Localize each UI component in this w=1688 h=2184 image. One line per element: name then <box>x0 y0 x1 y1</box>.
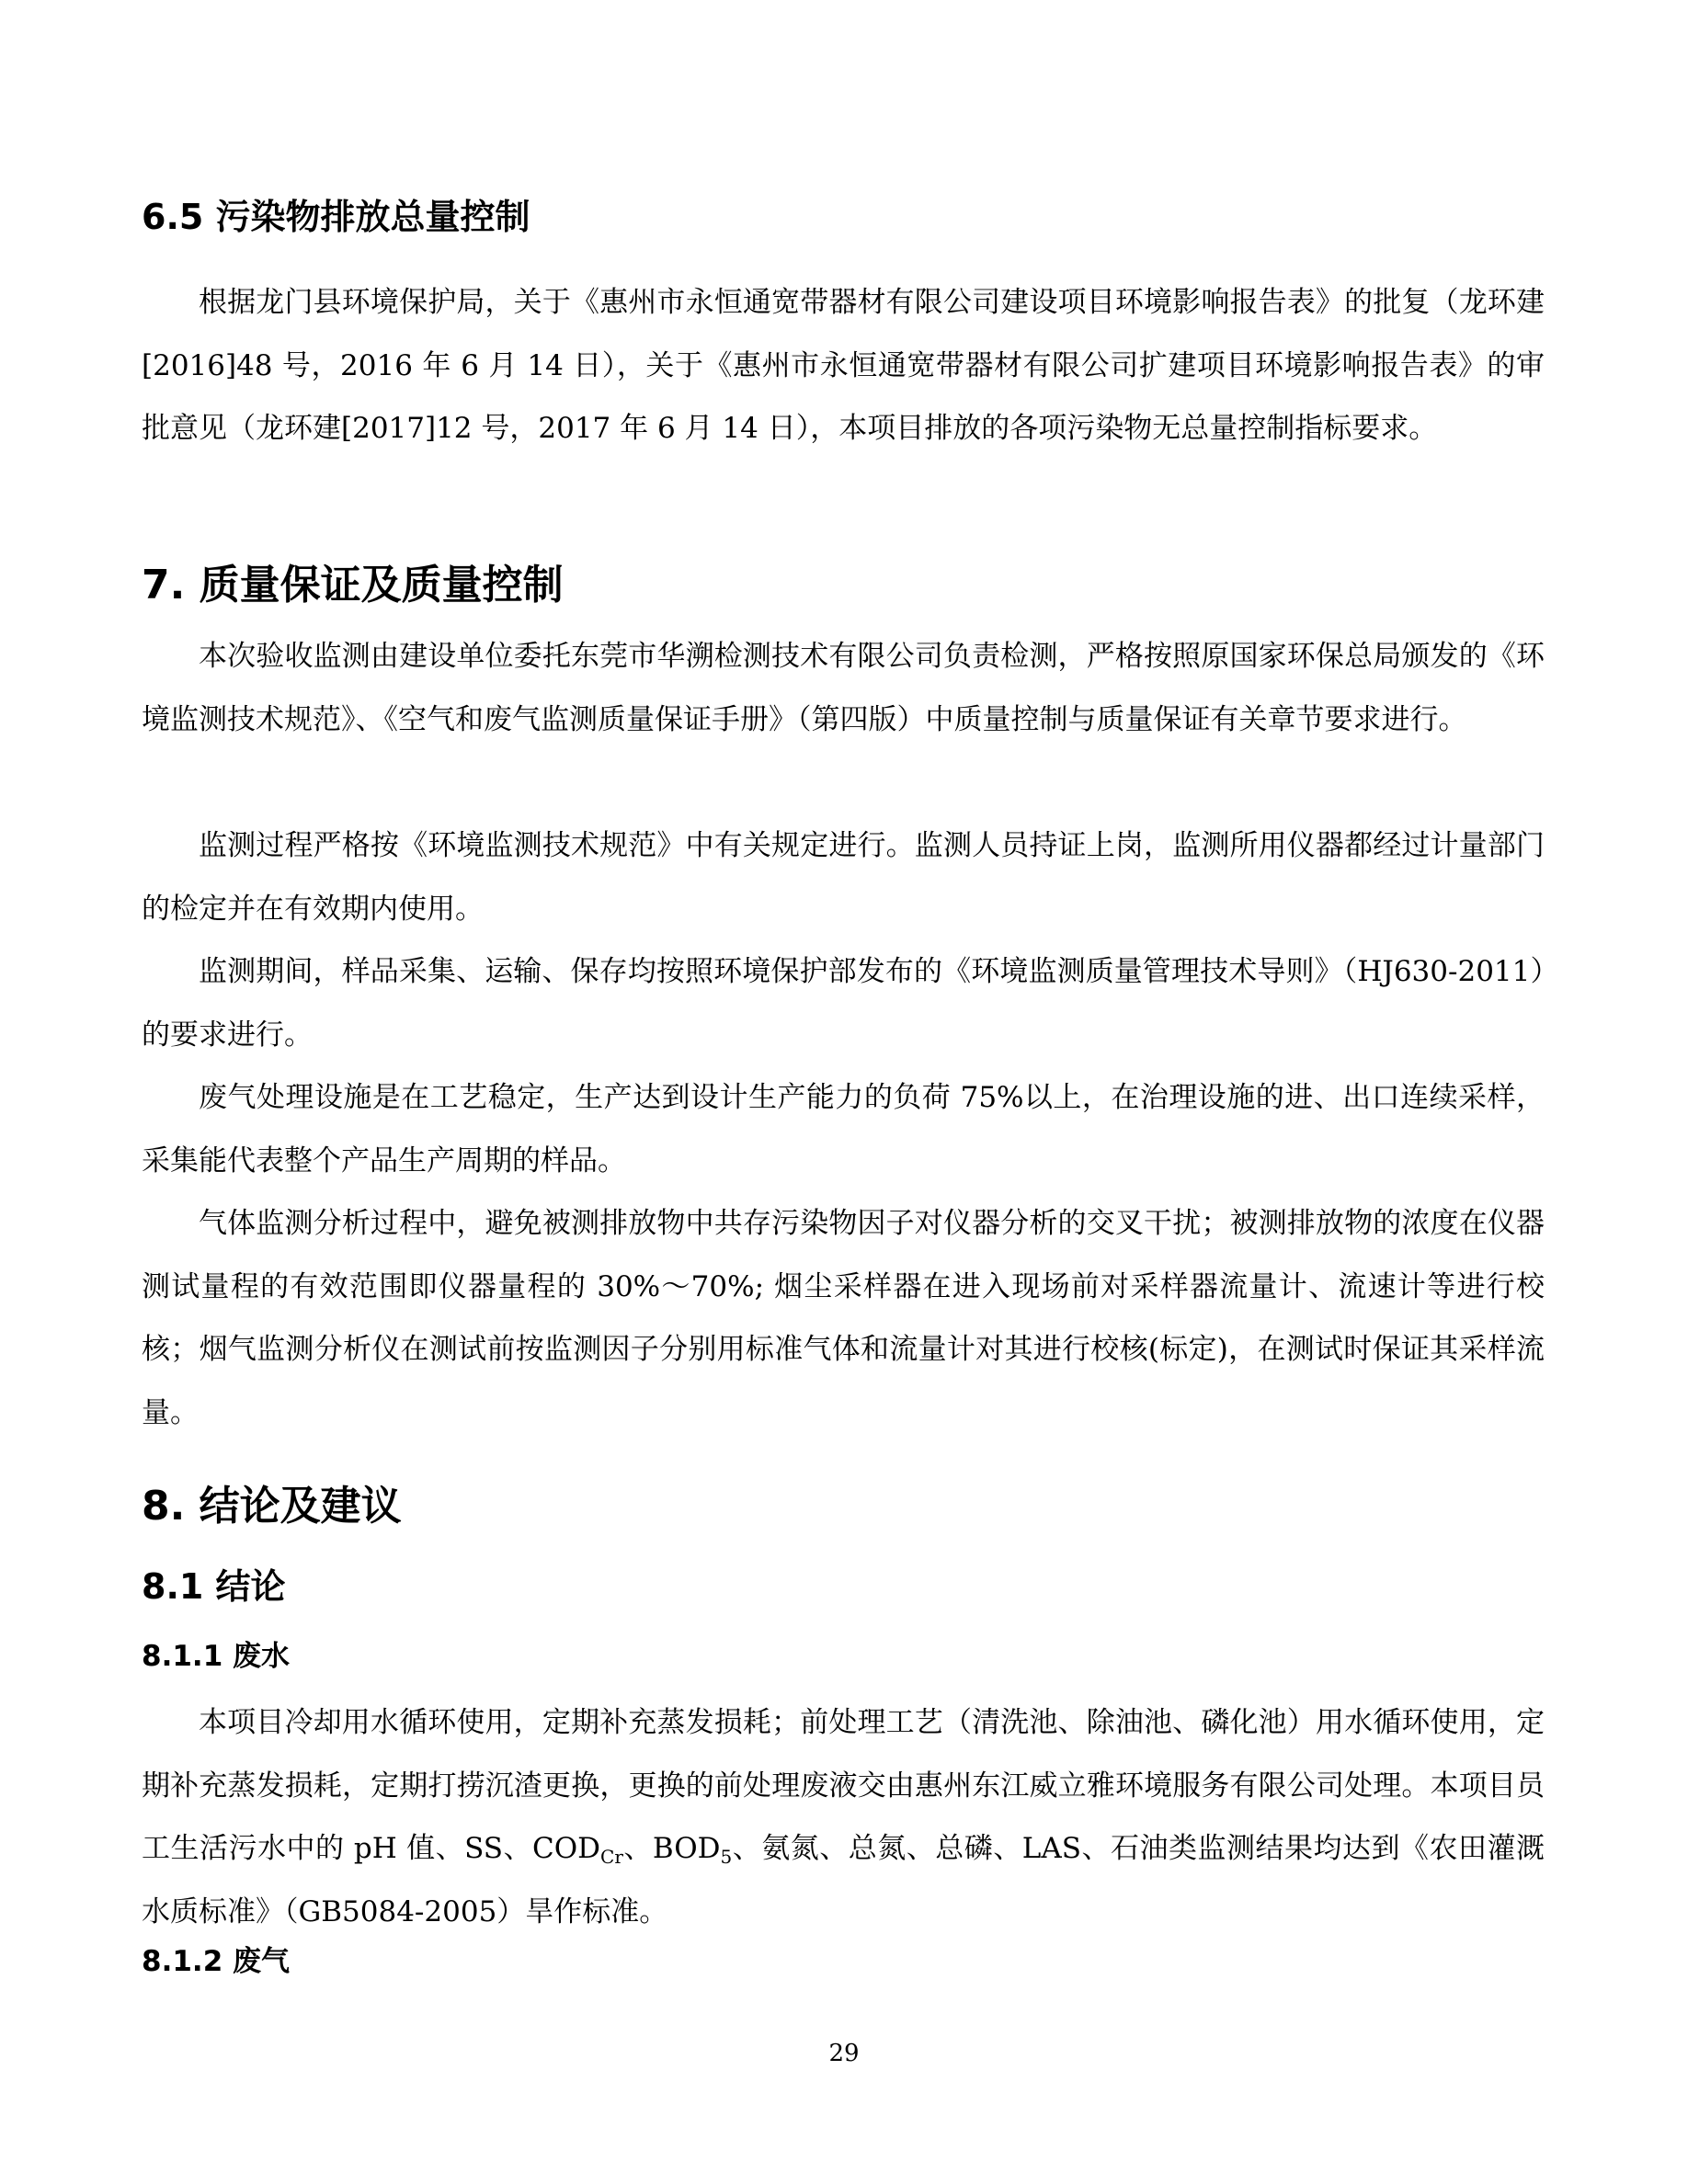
section-7-paragraph-2: 监测过程严格按《环境监测技术规范》中有关规定进行。监测人员持证上岗，监测所用仪器都经过计量部门的检定并在有效期内使用。 <box>142 829 1545 926</box>
section-7-paragraph-5: 气体监测分析过程中，避免被测排放物中共存污染物因子对仪器分析的交叉干扰；被测排放物的浓度在仪器测试量程的有效范围即仪器量程的 30%～70%; 烟尘采样器在进入现场前对采样器流量计、流速计等进行校核；烟气监测分析仪在测试前按监测因子分别用标准气体和流量计对其进行校核(标定)，在测试时保证其采样流量。 <box>142 1207 1545 1429</box>
section-6-5-paragraph: 根据龙门县环境保护局，关于《惠州市永恒通宽带器材有限公司建设项目环境影响报告表》的批复（龙环建[2016]48 号，2016 年 6 月 14 日），关于《惠州市永恒通宽带器材有限公司扩建项目环境影响报告表》的审批意见（龙环建[2017]12 号，2017 年 6 月 14 日），本项目排放的各项污染物无总量控制指标要求。 <box>142 286 1545 445</box>
bod-subscript: 5 <box>720 1846 733 1868</box>
section-8-1-1-heading: 8.1.1 废水 <box>142 1640 291 1673</box>
wastewater-text-3: 、氨氮、总氮、总磷、LAS、石油类监测结果均达到《农田灌溉水质标准》（GB5084-2005）旱作标准。 <box>142 1832 1545 1928</box>
section-8-1-heading: 8.1 结论 <box>142 1566 286 1607</box>
section-8-1-1-paragraph <box>142 1691 1545 1943</box>
section-7-heading: 7. 质量保证及质量控制 <box>142 562 564 609</box>
section-8-1-2-heading: 8.1.2 废气 <box>142 1945 291 1978</box>
section-7-paragraph-4: 废气处理设施是在工艺稳定，生产达到设计生产能力的负荷 75%以上，在治理设施的进、出口连续采样，采集能代表整个产品生产周期的样品。 <box>142 1081 1545 1177</box>
section-6-5-heading: 6.5 污染物排放总量控制 <box>142 197 530 237</box>
section-7-paragraph-1: 本次验收监测由建设单位委托东莞市华溯检测技术有限公司负责检测，严格按照原国家环保总局颁发的《环境监测技术规范》、《空气和废气监测质量保证手册》（第四版）中质量控制与质量保证有关章节要求进行。 <box>142 640 1545 736</box>
page-number: 29 <box>828 2040 860 2067</box>
section-8-heading: 8. 结论及建议 <box>142 1483 402 1530</box>
wastewater-text-2: 、BOD <box>622 1832 721 1865</box>
cod-subscript: Cr <box>600 1846 623 1868</box>
wastewater-text-1: 本项目冷却用水循环使用，定期补充蒸发损耗；前处理工艺（清洗池、除油池、磷化池）用水循环使用，定期补充蒸发损耗，定期打捞沉渣更换，更换的前处理废液交由惠州东江威立雅环境服务有限公司处理。本项目员工生活污水中的 pH 值、SS、COD <box>142 1706 1545 1865</box>
section-7-paragraph-3: 监测期间，样品采集、运输、保存均按照环境保护部发布的《环境监测质量管理技术导则》（HJ630-2011）的要求进行。 <box>142 955 1545 1052</box>
